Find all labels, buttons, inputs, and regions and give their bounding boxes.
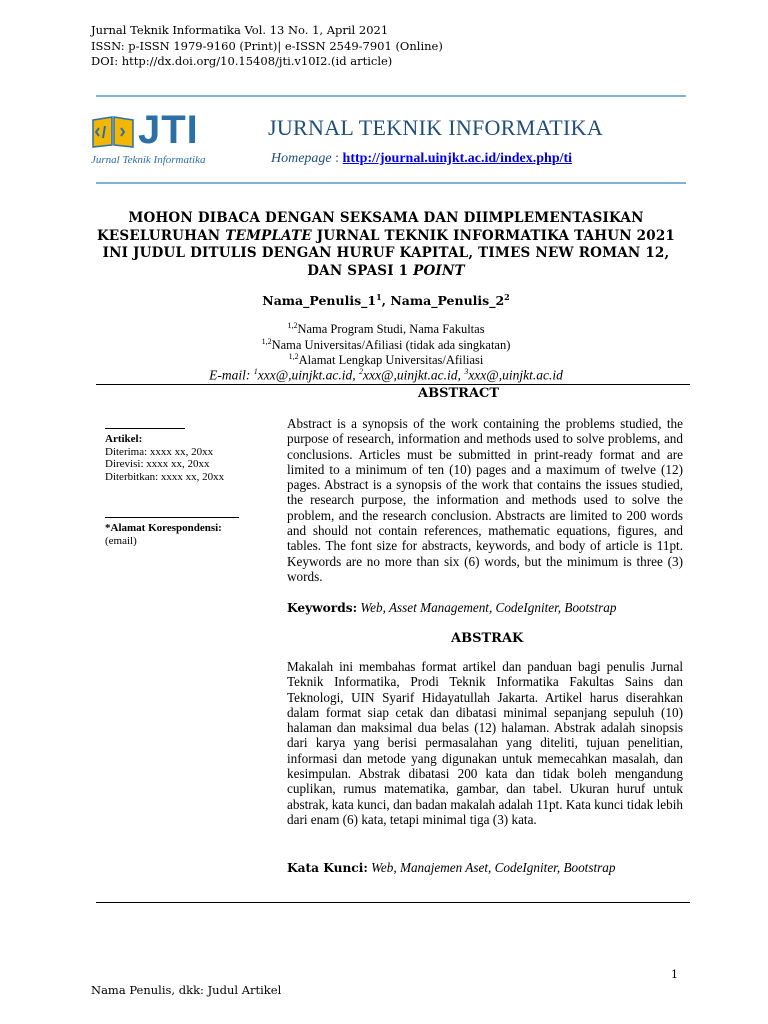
issn-line: ISSN: p-ISSN 1979-9160 (Print)| e-ISSN 2549-7901 (Online) bbox=[91, 38, 443, 53]
author-list bbox=[96, 292, 676, 308]
journal-volume-line: Jurnal Teknik Informatika Vol. 13 No. 1, April 2021 bbox=[91, 23, 389, 37]
top-blue-rule bbox=[96, 95, 686, 97]
affiliation-2 bbox=[96, 337, 676, 353]
email-3: xxx@,uinjkt.ac.id bbox=[468, 367, 563, 383]
email-line bbox=[96, 367, 676, 384]
open-book-icon bbox=[91, 114, 135, 148]
article-info-sidebar bbox=[105, 428, 245, 483]
affiliation-2-text: Nama Universitas/Afiliasi (tidak ada singkatan) bbox=[271, 338, 511, 353]
logo-text: JTI bbox=[138, 108, 199, 152]
author-1: Nama_Penulis_1 bbox=[262, 293, 377, 309]
date-published: Diterbitkan: xxxx xx, 20xx bbox=[105, 470, 225, 483]
title-italic-2: POINT bbox=[413, 262, 465, 279]
masthead-blue-rule bbox=[96, 182, 686, 184]
keywords-line bbox=[287, 600, 683, 616]
affiliation-3 bbox=[96, 352, 676, 368]
abstract-bottom-rule bbox=[96, 902, 690, 903]
sidebar-long-rule bbox=[105, 517, 239, 518]
affiliation-1 bbox=[96, 321, 676, 337]
author-2-sup: 2 bbox=[504, 292, 510, 302]
author-2: Nama_Penulis_2 bbox=[390, 293, 505, 309]
abstract-heading: ABSTRACT bbox=[418, 386, 500, 401]
journal-title: JURNAL TEKNIK INFORMATIKA bbox=[268, 115, 604, 140]
kata-kunci-label: Kata Kunci: bbox=[287, 861, 368, 875]
email-label: E-mail: bbox=[209, 367, 254, 383]
email-3-sup: 3 bbox=[464, 367, 469, 376]
abstract-text: Abstract is a synopsis of the work containing the problems studied, the purpose of research, information and methods used to solve problems, and conclusions. Articles must be submitted in print-ready format and are limited to a minimum of ten (10) pages and a maximum of twelve (12) pages. Abstract is a synopsis of the work that contains the issues studied, the research purpose, the information and methods used to solve the problem, and the research conclusion. Abstracts are limited to 200 words and should not contain references, mathematic equations, figures, and tables. The font size for abstracts, keywords, and body of article is 11pt. Keywords are no more than six (6) words, but the minimum is three (3) words. bbox=[287, 416, 683, 584]
abstract-top-rule bbox=[96, 384, 690, 385]
email-1: xxx@,uinjkt.ac.id, bbox=[257, 367, 360, 383]
article-info-label: Artikel: bbox=[105, 433, 143, 445]
correspondence-block bbox=[105, 517, 245, 547]
sidebar-short-rule bbox=[105, 428, 185, 429]
title-part-2: JURNAL TEKNIK INFORMATIKA TAHUN 2021 INI JUDUL DITULIS DENGAN HURUF KAPITAL, TIMES NEW ROMAN 12, DAN SPASI 1 bbox=[102, 227, 676, 279]
homepage-separator: : bbox=[331, 151, 343, 166]
doi-line: DOI: http://dx.doi.org/10.15408/jti.v10I2.(id article) bbox=[91, 54, 393, 68]
homepage-line bbox=[271, 151, 572, 167]
abstrak-heading: ABSTRAK bbox=[451, 631, 524, 646]
email-2: xxx@,uinjkt.ac.id, bbox=[363, 367, 465, 383]
date-revised: Direvisi: xxxx xx, 20xx bbox=[105, 458, 210, 470]
author-separator: , bbox=[381, 293, 391, 309]
keywords-label: Keywords: bbox=[287, 601, 358, 615]
affiliation-2-sup: 1,2 bbox=[261, 337, 272, 346]
affiliation-1-sup: 1,2 bbox=[287, 321, 298, 330]
author-1-sup: 1 bbox=[376, 292, 382, 302]
running-title: Nama Penulis, dkk: Judul Artikel bbox=[91, 983, 282, 997]
email-1-sup: 1 bbox=[253, 367, 258, 376]
email-2-sup: 2 bbox=[359, 367, 364, 376]
affiliation-3-text: Alamat Lengkap Universitas/Afiliasi bbox=[298, 353, 484, 368]
title-italic-1: TEMPLATE bbox=[225, 227, 312, 244]
keywords-value: Web, Asset Management, CodeIgniter, Bootstrap bbox=[357, 600, 617, 615]
journal-meta-header bbox=[91, 23, 611, 70]
affiliation-3-sup: 1,2 bbox=[288, 352, 299, 361]
kata-kunci-value: Web, Manajemen Aset, CodeIgniter, Bootstrap bbox=[367, 860, 616, 875]
correspondence-label: *Alamat Korespondensi: bbox=[105, 522, 222, 534]
correspondence-value: (email) bbox=[105, 534, 137, 547]
title-part-1: MOHON DIBACA DENGAN SEKSAMA DAN DIIMPLEMENTASIKAN KESELURUHAN bbox=[96, 210, 644, 244]
logo-tagline: Jurnal Teknik Informatika bbox=[91, 154, 206, 166]
affiliation-1-text: Nama Program Studi, Nama Fakultas bbox=[297, 322, 485, 337]
journal-logo bbox=[91, 108, 231, 172]
article-title bbox=[96, 210, 676, 280]
homepage-link[interactable]: http://journal.uinjkt.ac.id/index.php/ti bbox=[342, 151, 573, 166]
date-received: Diterima: xxxx xx, 20xx bbox=[105, 445, 214, 458]
homepage-label: Homepage bbox=[271, 151, 332, 166]
page-number: 1 bbox=[671, 968, 678, 981]
abstrak-text: Makalah ini membahas format artikel dan panduan bagi penulis Jurnal Teknik Informatika, Prodi Teknik Informatika Fakultas Sains dan Teknologi, UIN Syarif Hidayatullah Jakarta. Artikel harus diserahkan dalam format siap cetak dan dibatasi minimal sepanjang sepuluh (10) halaman dan maksimal dua belas (12) halaman. Abstrak adalah sinopsis dari karya yang berisi permasalahan yang diteliti, tujuan penelitian, informasi dan metode yang digunakan untuk memecahkan masalah, dan kesimpulan. Abstrak dibatasi 200 kata dan tidak boleh mengandung cuplikan, rumus matematika, gambar, dan tabel. Ukuran huruf untuk abstrak, kata kunci, dan badan makalah adalah 11pt. Kata kunci tidak lebih dari enam (6) kata, tetapi minimal tiga (3) kata. bbox=[287, 659, 683, 827]
kata-kunci-line bbox=[287, 860, 683, 876]
